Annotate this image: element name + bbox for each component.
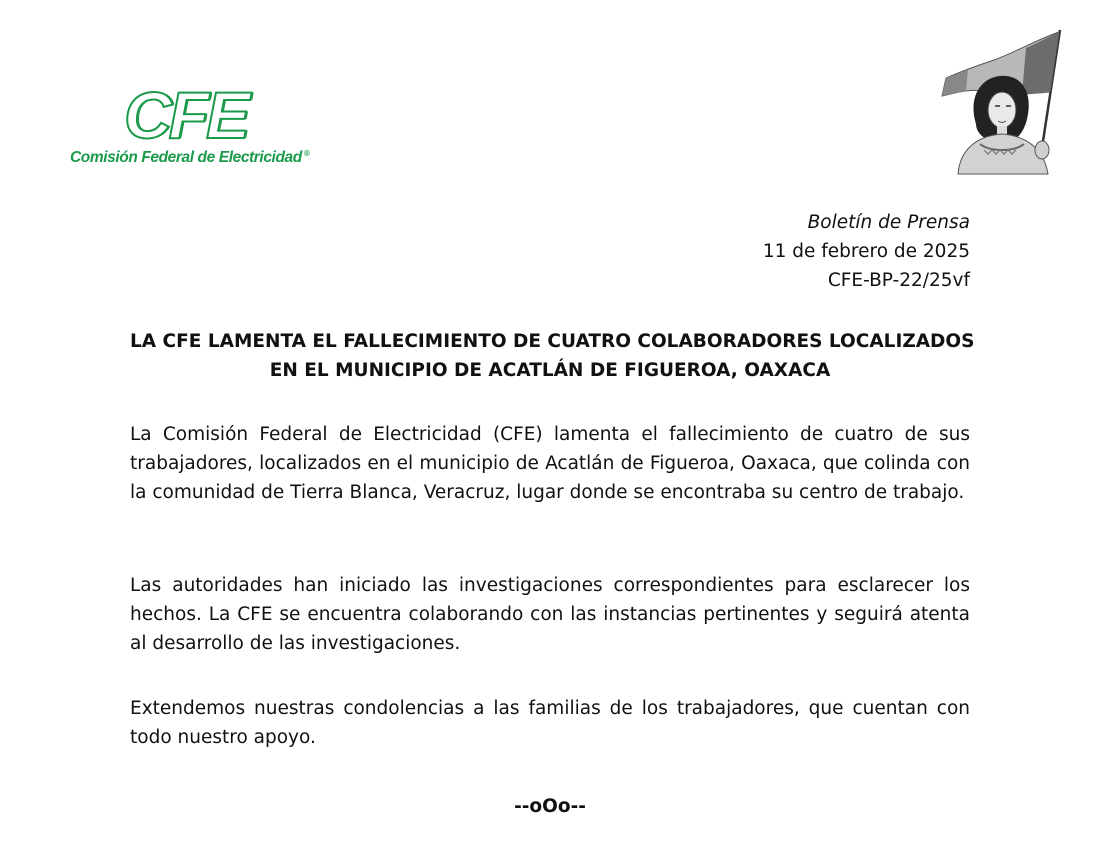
- body-paragraph-2: Las autoridades han iniciado las investigaciones correspondientes para esclarecer los hechos. La CFE se encuentra colaborando con las instancias pertinentes y seguirá atenta al desarrollo de las investigaciones.: [130, 575, 970, 654]
- cfe-logo-mark: CFE: [124, 78, 247, 152]
- registered-mark: ®: [303, 149, 310, 158]
- cfe-logo-name-text: Comisión Federal de Electricidad: [70, 149, 302, 167]
- woman-with-flag-icon: [918, 26, 1066, 176]
- title-line-1: LA CFE LAMENTA EL FALLECIMIENTO DE CUATRO COLABORADORES LOCALIZADOS: [130, 331, 975, 352]
- bulletin-label: Boletín de Prensa: [807, 212, 970, 233]
- cfe-logo: [68, 78, 313, 172]
- bulletin-date: 11 de febrero de 2025: [762, 241, 970, 262]
- title-line-2: EN EL MUNICIPIO DE ACATLÁN DE FIGUEROA, OAXACA: [269, 360, 831, 381]
- press-release-title: [130, 327, 975, 385]
- body-paragraph-1: La Comisión Federal de Electricidad (CFE) lamenta el fallecimiento de cuatro de sus trabajadores, localizados en el municipio de Acatlán de Figueroa, Oaxaca, que colinda con la comunidad de Tierra Blanca, Veracruz, lugar donde se encontraba su centro de trabajo.: [130, 424, 970, 503]
- bulletin-meta: [763, 208, 970, 295]
- cfe-logo-name: [70, 149, 309, 167]
- end-of-release-mark: --oOo--: [514, 796, 586, 817]
- bulletin-code: CFE-BP-22/25vf: [827, 270, 970, 291]
- body-paragraph-3: Extendemos nuestras condolencias a las familias de los trabajadores, que cuentan con todo nuestro apoyo.: [130, 698, 970, 748]
